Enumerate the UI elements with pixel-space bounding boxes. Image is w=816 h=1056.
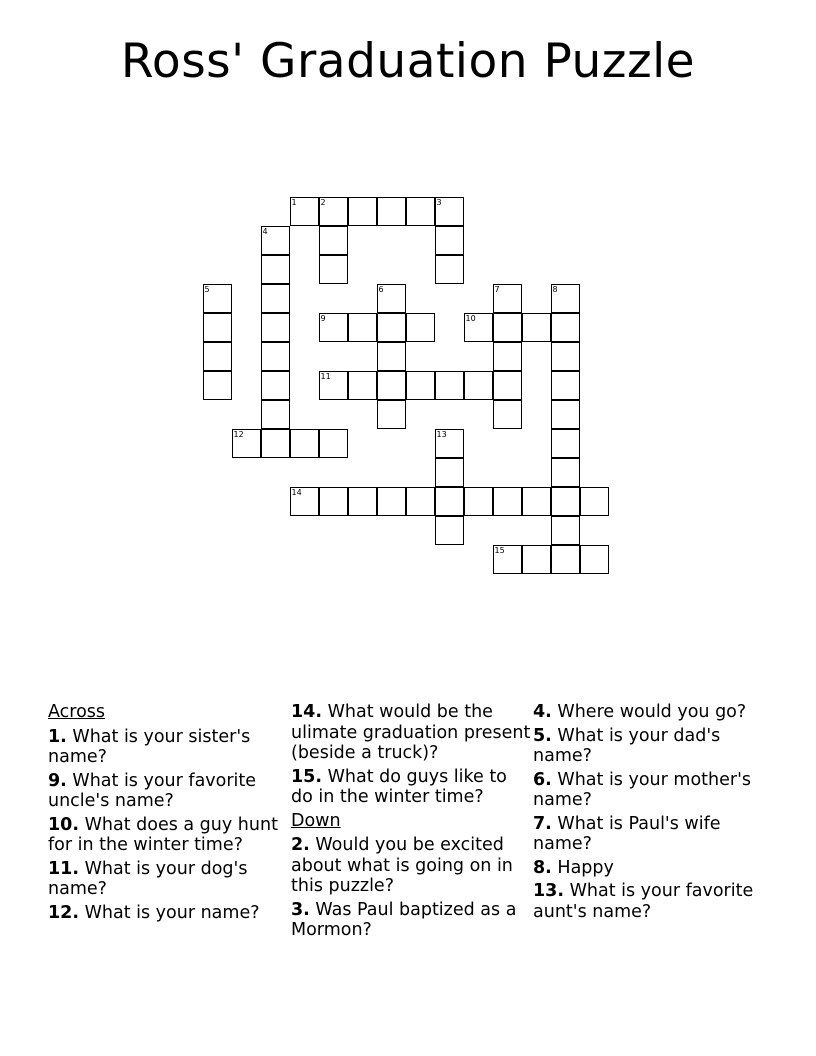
cell-number: 15 [494,546,505,555]
grid-cell[interactable] [551,516,580,545]
clue-down-2: 2. Would you be excited about what is going on in this puzzle? [291,835,513,896]
clue-down-4: 4. Where would you go? [533,702,747,722]
grid-cell[interactable] [522,313,551,342]
grid-cell[interactable] [377,197,406,226]
grid-cell[interactable] [348,487,377,516]
grid-cell[interactable] [377,313,406,342]
grid-cell[interactable] [493,400,522,429]
grid-cell[interactable] [377,284,406,313]
grid-cell[interactable] [232,429,261,458]
grid-cell[interactable] [406,197,435,226]
cell-number: 7 [494,285,500,294]
clue-down-7: 7. What is Paul's wife name? [533,813,721,854]
grid-cell[interactable] [377,342,406,371]
grid-cell[interactable] [435,197,464,226]
grid-cell[interactable] [435,371,464,400]
clue-down-6: 6. What is your mother's name? [533,769,751,810]
grid-cell[interactable] [261,371,290,400]
grid-cell[interactable] [377,371,406,400]
grid-cell[interactable] [493,342,522,371]
grid-cell[interactable] [203,284,232,313]
grid-cell[interactable] [435,487,464,516]
grid-cell[interactable] [551,429,580,458]
grid-cell[interactable] [551,313,580,342]
grid-cell[interactable] [261,313,290,342]
clue-down-3: 3. Was Paul baptized as a Mormon? [291,899,517,940]
grid-cell[interactable] [319,371,348,400]
clue-down-8: 8. Happy [533,857,614,878]
grid-cell[interactable] [319,255,348,284]
clue-across-10: 10. What does a guy hunt for in the winter time? [48,814,278,855]
cell-number: 3 [436,198,442,207]
down-heading: Down [291,810,341,831]
grid-cell[interactable] [464,313,493,342]
grid-cell[interactable] [261,284,290,313]
grid-cell[interactable] [551,458,580,487]
clue-across-1: 1. What is your sister's name? [48,726,251,767]
grid-cell[interactable] [203,342,232,371]
grid-cell[interactable] [580,545,609,574]
grid-cell[interactable] [435,458,464,487]
grid-cell[interactable] [435,516,464,545]
grid-cell[interactable] [261,429,290,458]
grid-cell[interactable] [319,197,348,226]
grid-cell[interactable] [319,429,348,458]
grid-cell[interactable] [551,487,580,516]
clue-down-13: 13. What is your favorite aunt's name? [533,881,754,922]
clue-across-11: 11. What is your dog's name? [48,858,248,899]
grid-cell[interactable] [290,197,319,226]
grid-cell[interactable] [493,284,522,313]
grid-cell[interactable] [493,313,522,342]
grid-cell[interactable] [261,255,290,284]
clue-across-14: 14. What would be the ulimate graduation present (beside a truck)? [291,702,531,763]
grid-cell[interactable] [261,342,290,371]
across-heading: Across [48,702,106,722]
cell-number: 6 [378,285,384,294]
grid-cell[interactable] [377,487,406,516]
cell-number: 11 [320,372,331,381]
grid-cell[interactable] [261,226,290,255]
cell-number: 9 [320,314,326,323]
grid-cell[interactable] [348,197,377,226]
grid-cell[interactable] [435,255,464,284]
grid-cell[interactable] [493,371,522,400]
cell-number: 4 [262,227,268,236]
clue-down-5: 5. What is your dad's name? [533,725,721,766]
grid-cell[interactable] [493,545,522,574]
grid-cell[interactable] [464,487,493,516]
grid-cell[interactable] [435,429,464,458]
grid-cell[interactable] [290,487,319,516]
grid-cell[interactable] [551,400,580,429]
cell-number: 14 [291,488,302,497]
grid-cell[interactable] [435,226,464,255]
grid-cell[interactable] [551,342,580,371]
clues-column-1 [48,702,278,926]
grid-cell[interactable] [261,400,290,429]
cell-number: 5 [204,285,210,294]
grid-cell[interactable] [348,371,377,400]
grid-cell[interactable] [551,284,580,313]
cell-number: 2 [320,198,326,207]
clue-across-15: 15. What do guys like to do in the winter time? [291,766,507,807]
grid-cell[interactable] [464,371,493,400]
grid-cell[interactable] [580,487,609,516]
grid-cell[interactable] [377,400,406,429]
grid-cell[interactable] [522,545,551,574]
clues-column-2 [291,702,531,944]
clues-column-3 [533,702,773,925]
grid-cell[interactable] [203,313,232,342]
grid-cell[interactable] [319,226,348,255]
grid-cell[interactable] [319,313,348,342]
grid-cell[interactable] [319,487,348,516]
cell-number: 13 [436,430,447,439]
grid-cell[interactable] [493,487,522,516]
grid-cell[interactable] [551,371,580,400]
clue-across-9: 9. What is your favorite uncle's name? [48,770,257,811]
grid-cell[interactable] [203,371,232,400]
grid-cell[interactable] [406,487,435,516]
grid-cell[interactable] [406,371,435,400]
grid-cell[interactable] [406,313,435,342]
grid-cell[interactable] [522,487,551,516]
page-title: Ross' Graduation Puzzle [120,34,696,89]
grid-cell[interactable] [290,429,319,458]
cell-number: 8 [552,285,558,294]
cell-number: 1 [291,198,297,207]
clue-across-12: 12. What is your name? [48,902,260,923]
grid-cell[interactable] [551,545,580,574]
grid-cell[interactable] [348,313,377,342]
cell-number: 12 [233,430,244,439]
cell-number: 10 [465,314,476,323]
